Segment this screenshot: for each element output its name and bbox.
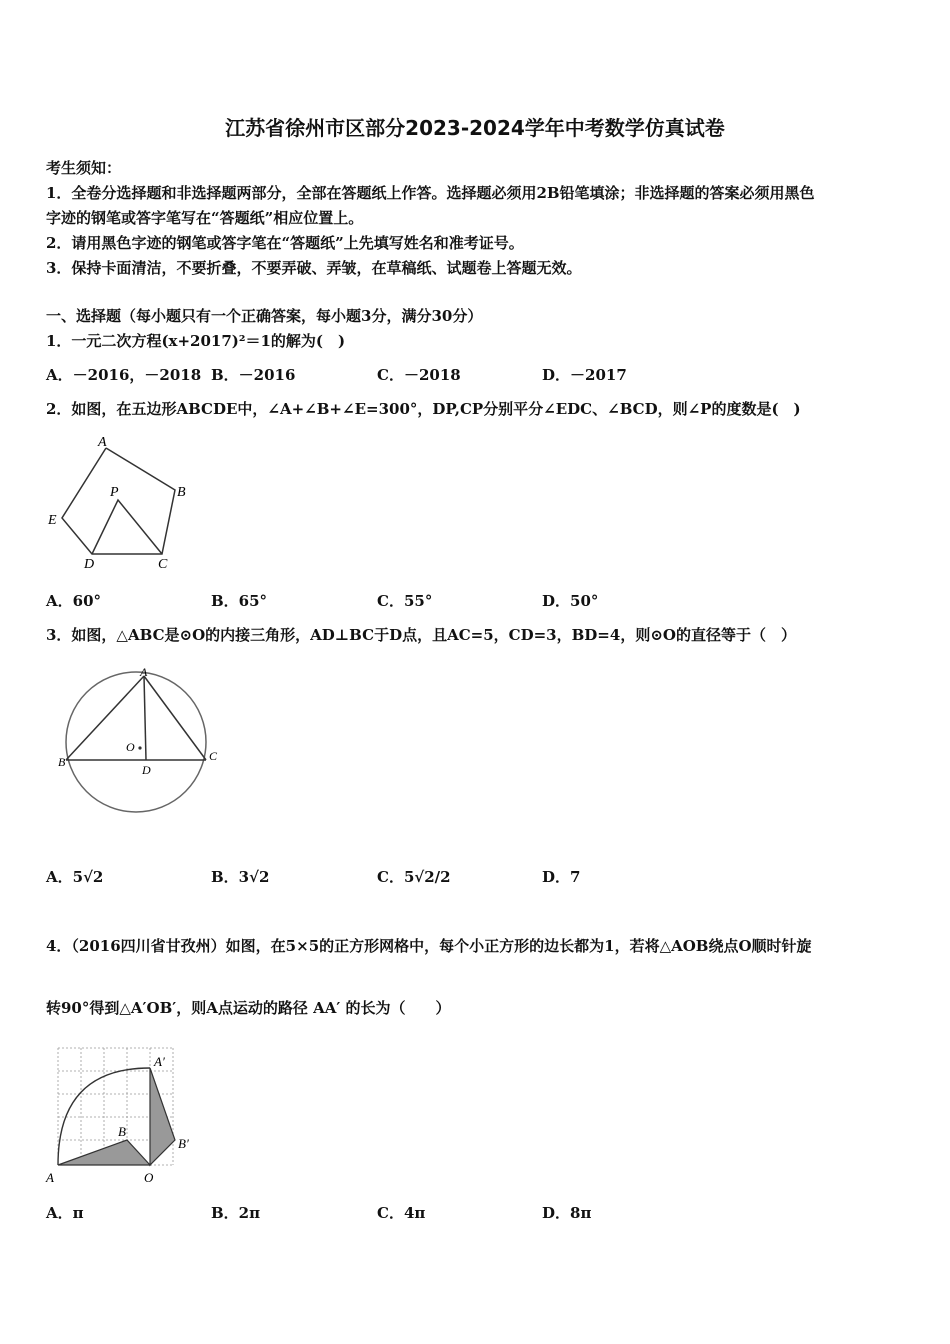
- q2-option-a: A．60°: [46, 592, 102, 610]
- question-1-stem: 1．一元二次方程(x+2017)²＝1的解为( ): [46, 332, 346, 350]
- section-heading: 一、选择题（每小题只有一个正确答案，每小题3分，满分30分）: [46, 307, 483, 325]
- notice-item: 字迹的钢笔或答字笔写在“答题纸”相应位置上。: [46, 209, 364, 227]
- q2-option-b: B．65°: [211, 592, 268, 610]
- label-p: P: [110, 485, 119, 500]
- label-b: B: [177, 485, 186, 500]
- label-e: E: [48, 513, 57, 528]
- circle-triangle-figure: [52, 662, 232, 822]
- q1-option-a: A．－2016，－2018: [46, 366, 202, 384]
- label-b: B: [118, 1124, 126, 1139]
- label-c: C: [158, 557, 168, 572]
- q2-option-c: C．55°: [377, 592, 433, 610]
- question-3-stem: 3．如图，△ABC是⊙O的内接三角形，AD⊥BC于D点，且AC=5，CD=3，BD=4，则⊙O的直径等于（ ）: [46, 626, 796, 644]
- label-b-prime: B′: [178, 1136, 189, 1151]
- label-b: B: [58, 755, 66, 769]
- exam-title: 江苏省徐州市区部分2023-2024学年中考数学仿真试卷: [225, 116, 725, 140]
- question-4-stem-line2: 转90°得到△A′OB′，则A点运动的路径 AA′ 的长为（ ）: [46, 999, 451, 1017]
- grid-rotation-figure: [40, 1040, 210, 1190]
- q4-option-d: D．8π: [542, 1204, 592, 1222]
- q4-option-a: A．π: [46, 1204, 84, 1222]
- q4-option-c: C．4π: [377, 1204, 426, 1222]
- question-4-stem-line1: 4．（2016四川省甘孜州）如图，在5×5的正方形网格中，每个小正方形的边长都为1，若将△AOB绕点O顺时针旋: [46, 937, 812, 955]
- q3-option-b: B．3√2: [211, 868, 270, 886]
- q3-option-c: C．5√2/2: [377, 868, 451, 886]
- q1-option-d: D．－2017: [542, 366, 627, 384]
- q1-option-b: B．－2016: [211, 366, 296, 384]
- label-o: O: [144, 1170, 154, 1185]
- label-a-prime: A′: [154, 1054, 165, 1069]
- label-d: D: [142, 763, 151, 777]
- q3-option-d: D．7: [542, 868, 581, 886]
- notice-item: 2．请用黑色字迹的钢笔或答字笔在“答题纸”上先填写姓名和准考证号。: [46, 234, 524, 252]
- q4-option-b: B．2π: [211, 1204, 261, 1222]
- label-c: C: [209, 749, 218, 763]
- label-a: A: [46, 1170, 54, 1185]
- pentagon-figure: [40, 430, 210, 575]
- notice-item: 3．保持卡面清洁，不要折叠，不要弄破、弄皱，在草稿纸、试题卷上答题无效。: [46, 259, 582, 277]
- q1-option-c: C．－2018: [377, 366, 461, 384]
- question-2-stem: 2．如图，在五边形ABCDE中，∠A+∠B+∠E=300°，DP,CP分别平分∠EDC、∠BCD，则∠P的度数是( ): [46, 400, 801, 418]
- label-a: A: [98, 435, 107, 450]
- label-d: D: [84, 557, 95, 572]
- q3-option-a: A．5√2: [46, 868, 104, 886]
- label-a: A: [140, 665, 148, 679]
- notice-heading: 考生须知：: [46, 159, 122, 177]
- q2-option-d: D．50°: [542, 592, 599, 610]
- notice-item: 1．全卷分选择题和非选择题两部分，全部在答题纸上作答。选择题必须用2B铅笔填涂；非选择题的答案必须用黑色: [46, 184, 815, 202]
- label-o: O: [126, 740, 135, 754]
